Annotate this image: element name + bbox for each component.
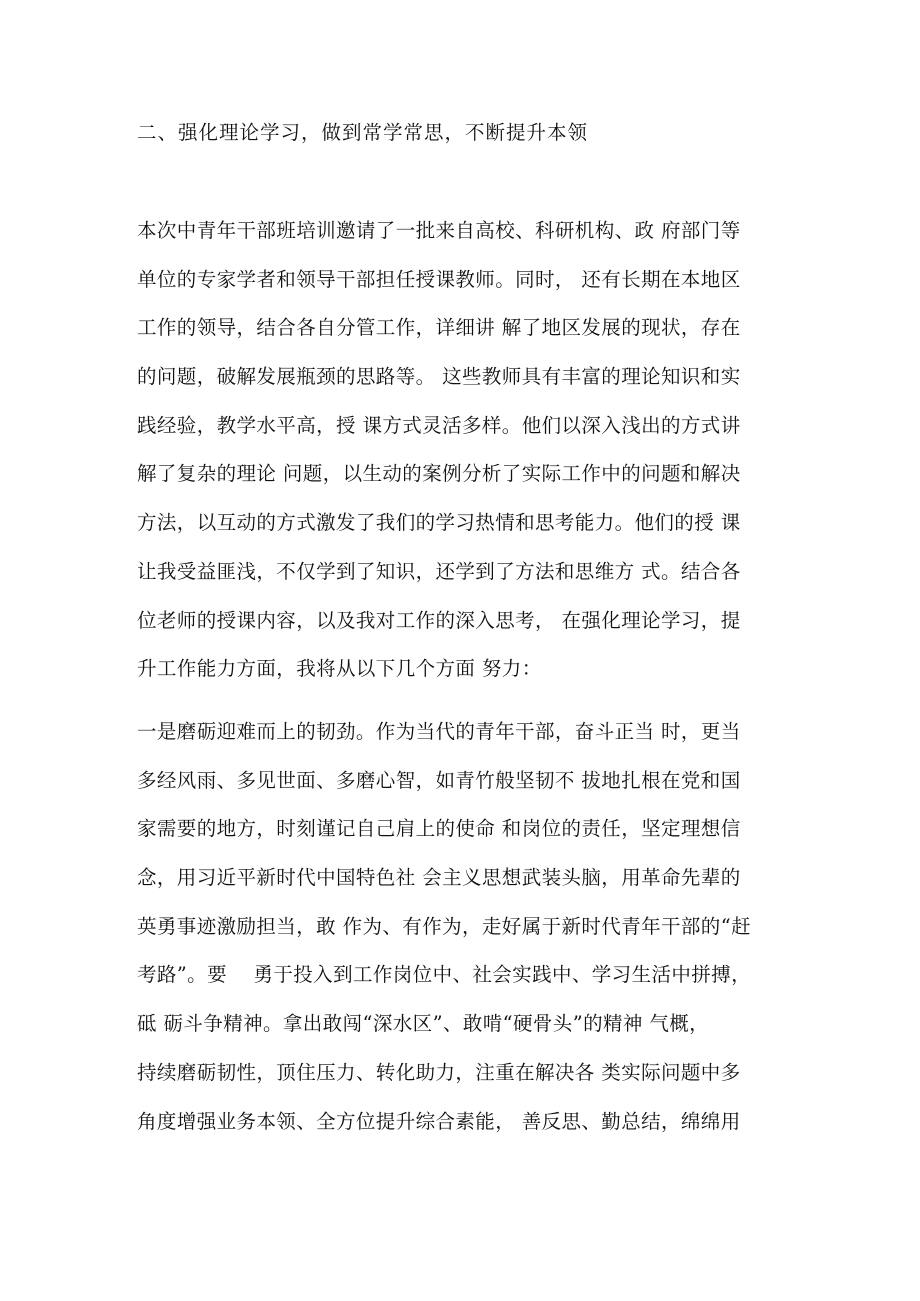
section-heading: 二、强化理论学习，做到常学常思，不断提升本领 <box>137 121 589 144</box>
paragraph-line: 多经风雨、多见世面、多磨心智，如青竹般坚韧不 拔地扎根在党和国 <box>137 768 741 792</box>
paragraph-line: 践经验，教学水平高，授 课方式灵活多样。他们以深入浅出的方式讲 <box>137 413 741 437</box>
paragraph-1 <box>137 215 797 702</box>
paragraph-line: 家需要的地方，时刻谨记自己肩上的使命 和岗位的责任，坚定理想信 <box>137 817 741 841</box>
paragraph-line: 考路”。要 勇于投入到工作岗位中、社会实践中、学习生活中拼搏， <box>137 963 751 987</box>
paragraph-line: 念，用习近平新时代中国特色社 会主义思想武装头脑，用革命先辈的 <box>137 866 741 890</box>
paragraph-line: 一是磨砺迎难而上的韧劲。作为当代的青年干部，奋斗正当 时，更当 <box>137 720 741 743</box>
paragraph-line: 持续磨砺韧性，顶住压力、转化助力，注重在解决各 类实际问题中多 <box>137 1060 741 1084</box>
paragraph-line: 本次中青年干部班培训邀请了一批来自高校、科研机构、政 府部门等 <box>137 219 741 242</box>
paragraph-line: 英勇事迹激励担当，敢 作为、有作为，走好属于新时代青年干部的“赶 <box>137 914 751 938</box>
paragraph-line: 让我受益匪浅，不仅学到了知识，还学到了方法和思维方 式。结合各 <box>137 559 741 583</box>
paragraph-line: 工作的领导，结合各自分管工作，详细讲 解了地区发展的现状，存在 <box>137 316 741 340</box>
paragraph-line: 解了复杂的理论 问题，以生动的案例分析了实际工作中的问题和解决 <box>137 462 741 486</box>
paragraph-line: 单位的专家学者和领导干部担任授课教师。同时， 还有长期在本地区 <box>137 267 741 291</box>
paragraph-line: 角度增强业务本领、全方位提升综合素能， 善反思、勤总结，绵绵用 <box>137 1109 741 1133</box>
paragraph-line: 砥 砺斗争精神。拿出敢闯“深水区”、敢啃“硬骨头”的精神 气概， <box>137 1012 710 1036</box>
paragraph-line: 的问题，破解发展瓶颈的思路等。 这些教师具有丰富的理论知识和实 <box>137 365 741 389</box>
paragraph-2 <box>137 716 797 1154</box>
paragraph-line: 方法，以互动的方式激发了我们的学习热情和思考能力。他们的授 课 <box>137 511 741 535</box>
paragraph-line: 升工作能力方面，我将从以下几个方面 努力： <box>137 657 542 681</box>
paragraph-line: 位老师的授课内容，以及我对工作的深入思考， 在强化理论学习，提 <box>137 608 741 632</box>
